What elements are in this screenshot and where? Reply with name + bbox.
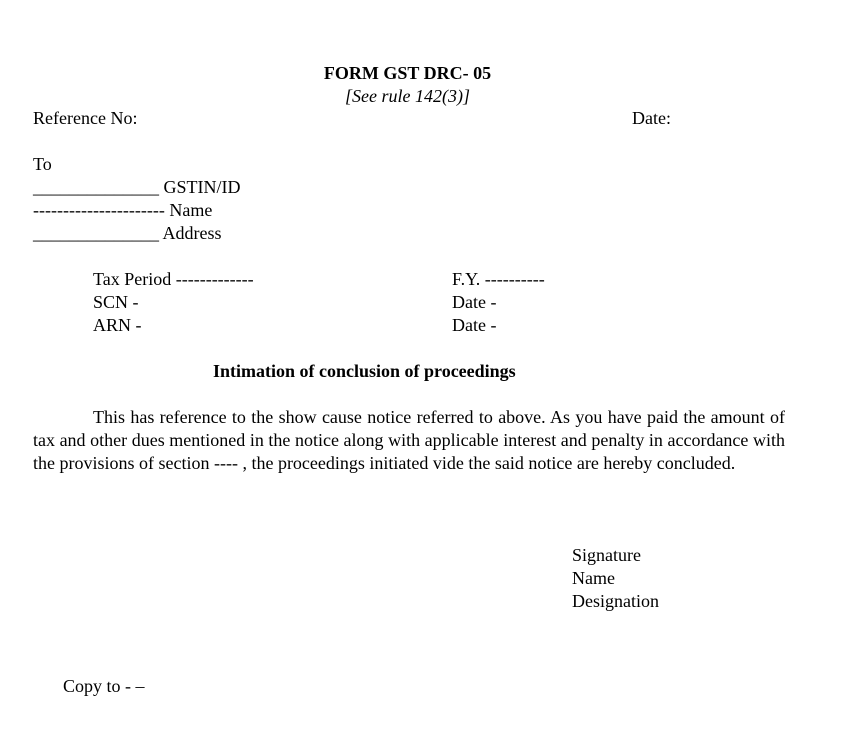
recipient-name-line: ---------------------- Name	[33, 200, 213, 220]
reference-no-label: Reference No:	[33, 108, 138, 128]
arn-field: ARN -	[93, 315, 142, 335]
subject-heading: Intimation of conclusion of proceedings	[213, 361, 516, 381]
recipient-address-line: ______________ Address	[33, 223, 222, 243]
tax-period-field: Tax Period -------------	[93, 269, 254, 289]
copy-to-label: Copy to - –	[63, 676, 145, 696]
scn-field: SCN -	[93, 292, 139, 312]
fy-field: F.Y. ----------	[452, 269, 545, 289]
to-label: To	[33, 154, 52, 174]
body-paragraph: This has reference to the show cause notice referred to above. As you have paid the amount of tax and other dues mentioned in the notice along with applicable interest and penalty in accordance with the provisions of section ---- , the proceedings initiated vide the said notice are hereby concluded.	[33, 407, 785, 473]
scn-date-field: Date -	[452, 292, 497, 312]
signature-label: Signature	[572, 545, 641, 565]
arn-date-field: Date -	[452, 315, 497, 335]
gstin-line: ______________ GSTIN/ID	[33, 177, 241, 197]
signatory-name-label: Name	[572, 568, 615, 588]
form-rule-reference: [See rule 142(3)]	[345, 86, 470, 106]
designation-label: Designation	[572, 591, 659, 611]
form-title: FORM GST DRC- 05	[323, 63, 492, 83]
date-label: Date:	[632, 108, 671, 128]
